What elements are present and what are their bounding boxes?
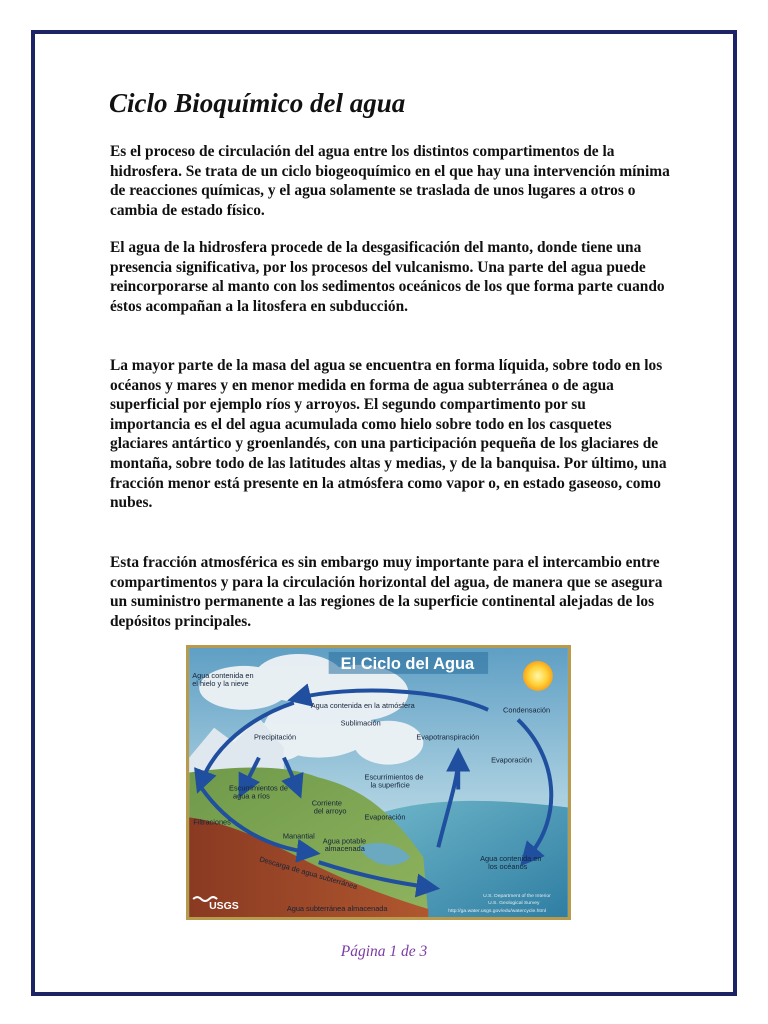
credit-line-2: U.S. Geological Survey	[488, 900, 540, 907]
label-oceans-2: los océanos	[488, 862, 528, 872]
water-cycle-diagram	[189, 648, 568, 917]
paragraph-atmosphere: Esta fracción atmosférica es sin embargo muy importante para el intercambio entre compartimentos y para la circulación horizontal del agua, de manera que se asegura un suministro permanente a las regiones de la superficie continental alejadas de los depósitos principales.	[110, 554, 663, 630]
label-precipitation: Precipitación	[253, 732, 297, 742]
water-cycle-figure	[186, 645, 571, 920]
label-streamflow-2: del arroyo	[313, 806, 347, 816]
label-freshwater-2: almacenada	[324, 844, 365, 854]
figure-heading: El Ciclo del Agua	[340, 654, 475, 673]
sun	[523, 661, 553, 691]
label-evaporation: Evaporación	[491, 755, 533, 765]
paragraph-distribution: La mayor parte de la masa del agua se encuentra en forma líquida, sobre todo en los océanos y mares y en menor medida en forma de agua subterránea o de agua superficial por ejemplo ríos y arroyos. El segundo compartimento por su importancia es el del agua acumulada como hielo sobre todo en los casquetes glaciares antártico y groenlandés, con una participación pequeña de los glaciares de montaña, sobre todo de las latitudes altas y medias, y de la banquisa. Por último, una fracción menor está presente en la atmósfera como vapor o, en estado gaseoso, como nubes.	[110, 357, 667, 512]
label-surface-runoff-2: la superficie	[370, 780, 410, 790]
label-ice: Agua contenida en	[192, 670, 254, 680]
document-title: Ciclo Bioquímico del agua	[109, 88, 406, 118]
label-ice-2: el hielo y la nieve	[192, 678, 249, 688]
label-groundwater-storage: Agua subterránea almacenada	[286, 904, 388, 914]
label-atmosphere: Agua contenida en la atmósfera	[310, 700, 415, 710]
label-snowmelt-2: agua a ríos	[233, 791, 270, 801]
credit-line-1: U.S. Department of the Interior	[483, 893, 551, 900]
label-groundwater-discharge: Descarga de agua subterránea	[258, 854, 359, 892]
label-surface-runoff: Escurrimientos de	[364, 772, 424, 782]
paragraph-definition: Es el proceso de circulación del agua entre los distintos compartimentos de la hidrosfera. Se trata de un ciclo biogeoquímico en el que hay una intervención mínima de reacciones químicas, y el agua solamente se traslada de unos lugares a otros o cambia de estado físico.	[110, 143, 670, 219]
usgs-logo-text: USGS	[209, 901, 239, 913]
label-condensation: Condensación	[503, 705, 551, 715]
label-streamflow: Corriente	[311, 798, 343, 808]
label-sublimation: Sublimación	[340, 718, 381, 728]
label-springs: Manantial	[282, 831, 315, 841]
paragraph-origin: El agua de la hidrosfera procede de la desgasificación del manto, donde tiene una presencia significativa, por los procesos del vulcanismo. Una parte del agua puede reincorporarse al manto con los sedimentos oceánicos de los que forma parte cuando éstos acompañan a la litosfera en subducción.	[110, 239, 665, 315]
page-number: Página 1 de 3	[340, 943, 428, 960]
credit-line-3: http://ga.water.usgs.gov/edu/watercycle.html	[448, 908, 547, 915]
label-freshwater: Agua potable	[322, 836, 367, 846]
label-evapotranspiration: Evapotranspiración	[416, 732, 480, 742]
label-oceans: Agua contenida en	[480, 854, 542, 864]
label-evaporation-small: Evaporación	[364, 812, 406, 822]
label-infiltration: Filtraciones	[193, 817, 231, 827]
label-snowmelt: Escurrimientos de	[229, 783, 288, 793]
